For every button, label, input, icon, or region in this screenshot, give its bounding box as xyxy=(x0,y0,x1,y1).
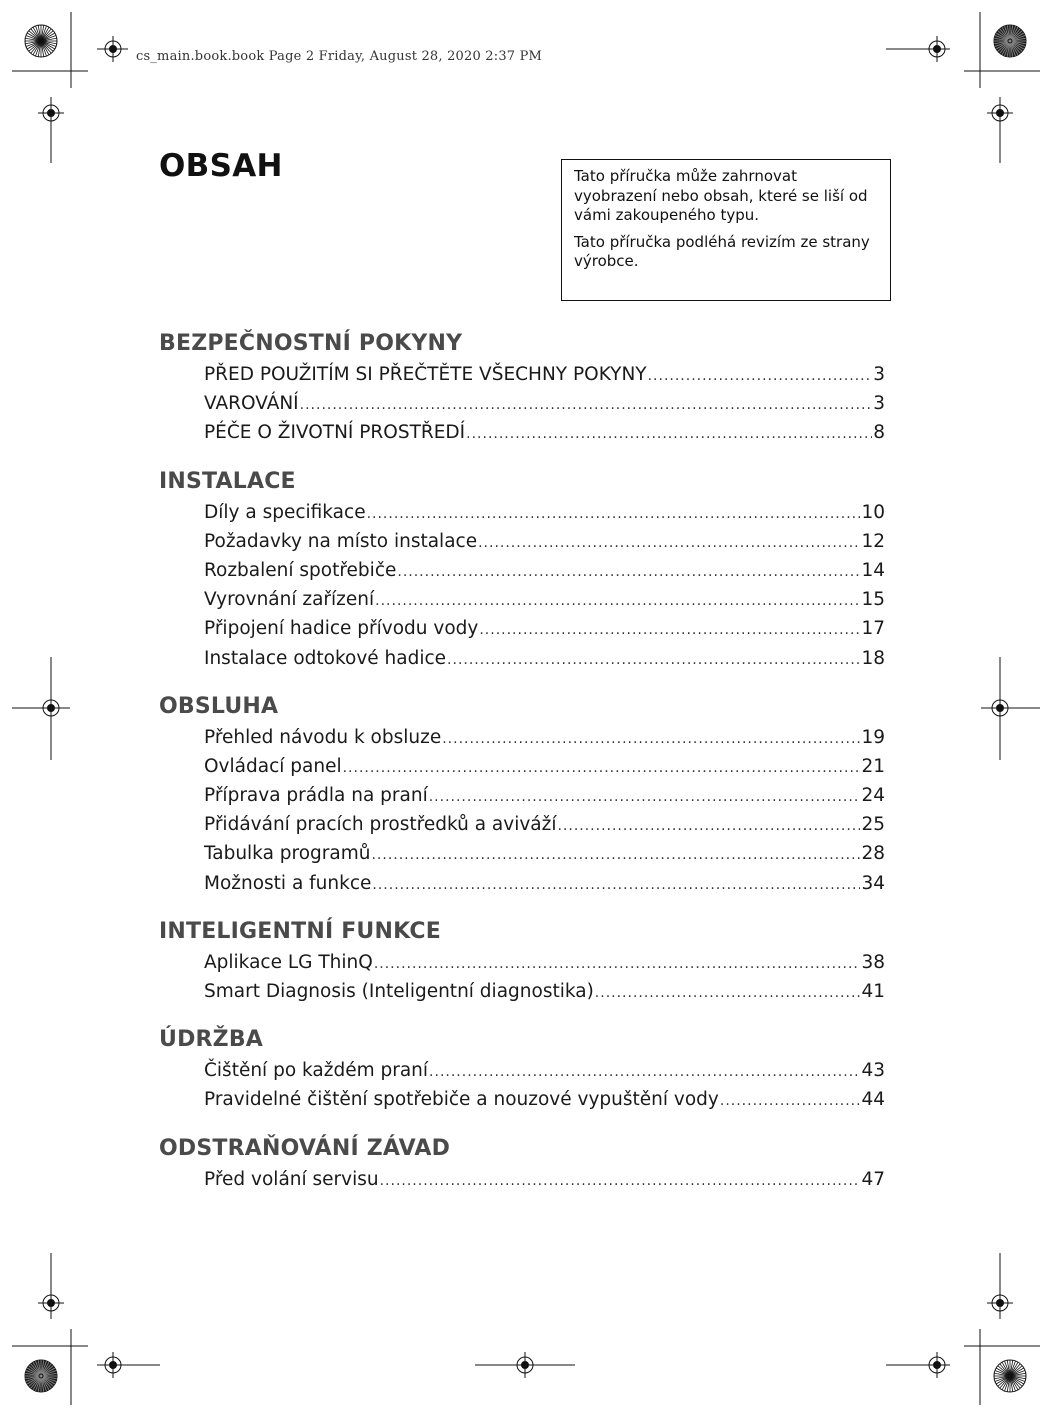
toc-entry[interactable] xyxy=(204,752,885,781)
toc-entry-label: Přidávání pracích prostředků a aviváží xyxy=(204,814,557,836)
table-of-contents xyxy=(159,328,885,1212)
toc-leader-dots xyxy=(371,841,860,870)
toc-entry[interactable] xyxy=(204,723,885,752)
toc-entry-label: Vyrovnání zařízení xyxy=(204,589,375,611)
toc-entry[interactable] xyxy=(204,839,885,868)
toc-entry[interactable] xyxy=(204,360,885,389)
toc-leader-dots xyxy=(367,500,861,529)
toc-entry[interactable] xyxy=(204,614,885,643)
toc-entry-label: Aplikace LG ThinQ xyxy=(204,951,373,973)
toc-entry-label: Přehled návodu k obsluze xyxy=(204,726,442,748)
toc-entry-page: 18 xyxy=(861,647,885,669)
toc-entry-label: PŘED POUŽITÍM SI PŘEČTĚTE VŠECHNY POKYNY xyxy=(204,364,647,385)
toc-entry-page: 3 xyxy=(873,393,885,415)
toc-entry-label: Tabulka programů xyxy=(204,843,371,865)
toc-leader-dots xyxy=(479,616,860,645)
toc-entry[interactable] xyxy=(204,498,885,527)
toc-entry[interactable] xyxy=(204,556,885,585)
toc-section xyxy=(159,466,885,673)
toc-entry[interactable] xyxy=(204,418,885,447)
toc-section xyxy=(159,1133,885,1194)
toc-entry-label: Před volání servisu xyxy=(204,1168,379,1190)
toc-entry[interactable] xyxy=(204,977,885,1006)
toc-entry[interactable] xyxy=(204,810,885,839)
toc-entry[interactable] xyxy=(204,869,885,898)
toc-leader-dots xyxy=(648,362,873,391)
toc-entry-page: 28 xyxy=(861,843,885,865)
toc-leader-dots xyxy=(557,812,860,841)
toc-entry-page: 15 xyxy=(861,589,885,611)
toc-entry[interactable] xyxy=(204,389,885,418)
toc-leader-dots xyxy=(300,391,873,420)
toc-entry-label: Instalace odtokové hadice xyxy=(204,647,447,669)
print-slug: cs_main.book.book Page 2 Friday, August 28, 2020 2:37 PM xyxy=(136,49,543,64)
toc-entry-page: 44 xyxy=(861,1089,885,1111)
toc-leader-dots xyxy=(447,646,860,675)
toc-entry-page: 8 xyxy=(873,422,885,444)
toc-entry-label: Pravidelné čištění spotřebiče a nouzové vypuštění vody xyxy=(204,1089,719,1111)
toc-entry-page: 14 xyxy=(861,559,885,581)
toc-leader-dots xyxy=(595,979,861,1008)
toc-leader-dots xyxy=(429,783,861,812)
toc-entry-page: 12 xyxy=(861,530,885,552)
toc-section-title: BEZPEČNOSTNÍ POKYNY xyxy=(159,331,463,356)
toc-section xyxy=(159,916,885,1006)
toc-section xyxy=(159,328,885,448)
toc-leader-dots xyxy=(375,587,860,616)
toc-leader-dots xyxy=(720,1087,861,1116)
toc-leader-dots xyxy=(442,725,860,754)
toc-entry-label: Příprava prádla na praní xyxy=(204,785,428,807)
toc-section-title: ÚDRŽBA xyxy=(159,1027,264,1053)
toc-entry-page: 3 xyxy=(873,364,885,385)
toc-entry-page: 19 xyxy=(861,726,885,748)
toc-entry-label: PÉČE O ŽIVOTNÍ PROSTŘEDÍ xyxy=(204,422,466,444)
toc-entry-label: Ovládací panel xyxy=(204,755,342,777)
toc-entry-label: Požadavky na místo instalace xyxy=(204,530,478,552)
toc-entry-page: 43 xyxy=(861,1060,885,1082)
toc-entry[interactable] xyxy=(204,1165,885,1194)
toc-entry-page: 10 xyxy=(861,501,885,523)
toc-leader-dots xyxy=(380,1167,861,1196)
toc-leader-dots xyxy=(372,871,860,900)
toc-entry-page: 17 xyxy=(861,618,885,640)
toc-entry-label: Smart Diagnosis (Inteligentní diagnostika) xyxy=(204,981,594,1002)
toc-leader-dots xyxy=(429,1058,860,1087)
toc-entry-page: 25 xyxy=(861,814,885,836)
toc-entry-page: 38 xyxy=(861,951,885,973)
toc-leader-dots xyxy=(466,420,872,449)
page-title: OBSAH xyxy=(159,148,283,184)
toc-entry-label: Možnosti a funkce xyxy=(204,872,372,894)
toc-section-title: INTELIGENTNÍ FUNKCE xyxy=(159,918,441,944)
toc-entry-page: 34 xyxy=(861,872,885,894)
toc-leader-dots xyxy=(478,529,860,558)
disclaimer-box xyxy=(561,159,891,301)
toc-entry[interactable] xyxy=(204,948,885,977)
toc-entry-label: Rozbalení spotřebiče xyxy=(204,559,397,581)
toc-leader-dots xyxy=(374,950,861,979)
disclaimer-text-1: Tato příručka může zahrnovat vyobrazení nebo obsah, které se liší od vámi zakoupeného typu. xyxy=(574,167,868,224)
toc-entry-page: 47 xyxy=(861,1168,885,1190)
toc-entry-page: 21 xyxy=(861,755,885,777)
toc-section xyxy=(159,1024,885,1114)
toc-entry-label: Díly a specifikace xyxy=(204,501,366,523)
toc-section-title: OBSLUHA xyxy=(159,693,279,719)
toc-leader-dots xyxy=(343,754,861,783)
toc-entry[interactable] xyxy=(204,781,885,810)
toc-entry[interactable] xyxy=(204,644,885,673)
disclaimer-text-2: Tato příručka podléhá revizím ze strany výrobce. xyxy=(574,232,870,270)
toc-section xyxy=(159,691,885,898)
toc-entry-page: 24 xyxy=(861,785,885,807)
toc-section-title: INSTALACE xyxy=(159,468,296,494)
toc-entry[interactable] xyxy=(204,527,885,556)
toc-entry-label: Čištění po každém praní xyxy=(204,1060,429,1082)
toc-leader-dots xyxy=(397,558,860,587)
toc-section-title: ODSTRAŇOVÁNÍ ZÁVAD xyxy=(159,1135,451,1161)
toc-entry[interactable] xyxy=(204,1056,885,1085)
toc-entry[interactable] xyxy=(204,1085,885,1114)
toc-entry-label: Připojení hadice přívodu vody xyxy=(204,618,479,640)
toc-entry-label: VAROVÁNÍ xyxy=(204,393,299,415)
toc-entry-page: 41 xyxy=(861,981,885,1002)
toc-entry[interactable] xyxy=(204,585,885,614)
